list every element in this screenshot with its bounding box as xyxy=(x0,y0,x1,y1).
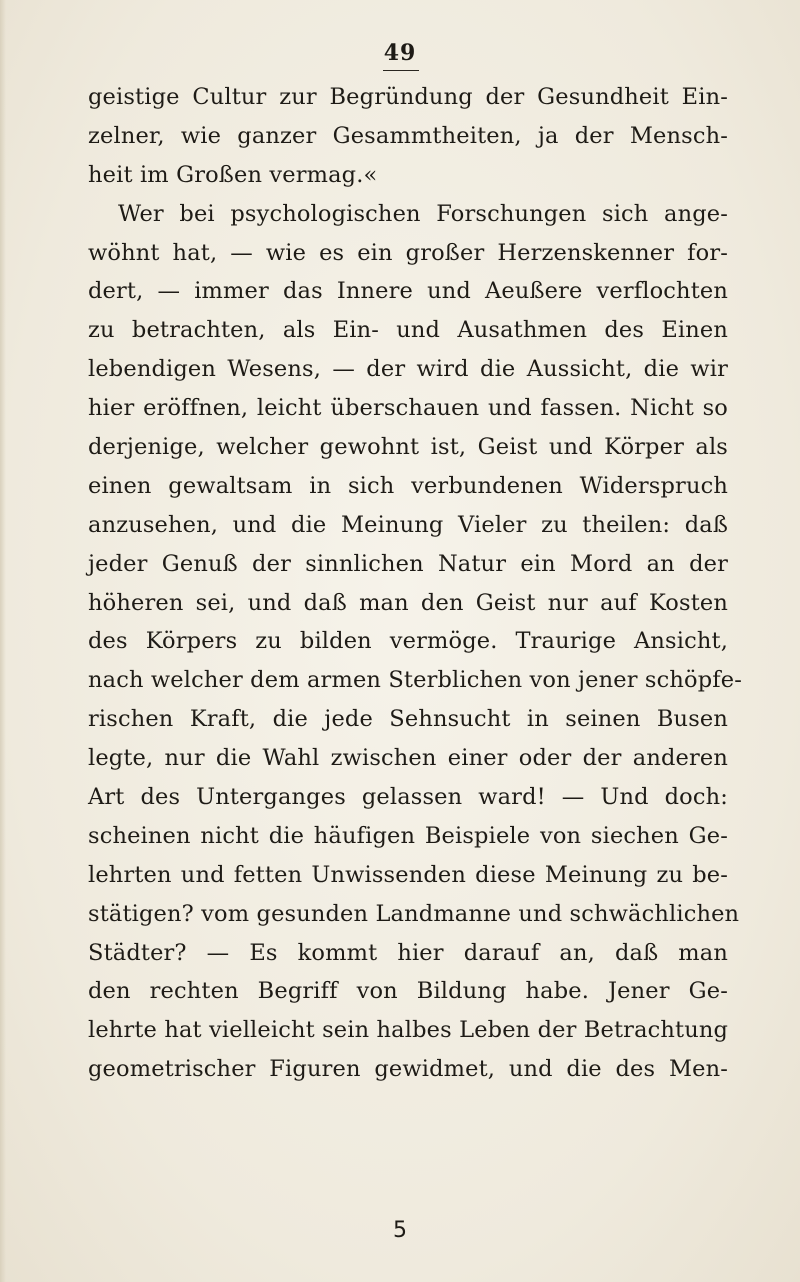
text-line: legte, nur die Wahl zwischen einer oder der anderen xyxy=(88,745,728,772)
text-line: Städter? — Es kommt hier darauf an, daß man xyxy=(88,939,728,966)
text-line: jeder Genuß der sinnlichen Natur ein Mord an der xyxy=(88,550,728,577)
page-gutter-shadow xyxy=(0,0,6,1282)
page-number: 49 xyxy=(383,40,417,66)
text-line: lehrte hat vielleicht sein halbes Leben der Betrachtung xyxy=(88,1017,729,1044)
text-line: lebendigen Wesens, — der wird die Aussicht, die wir xyxy=(88,356,728,383)
text-line: zelner, wie ganzer Gesammtheiten, ja der Mensch- xyxy=(88,122,728,149)
text-line: geometrischer Figuren gewidmet, und die des Men- xyxy=(88,1056,728,1083)
text-line: hier eröffnen, leicht überschauen und fassen. Nicht so xyxy=(88,395,728,422)
body-text xyxy=(88,78,742,1089)
text-line: rischen Kraft, die jede Sehnsucht in seinen Busen xyxy=(88,706,728,733)
text-line: den rechten Begriff von Bildung habe. Jener Ge- xyxy=(88,978,728,1005)
signature-mark: 5 xyxy=(393,1218,407,1243)
text-line: zu betrachten, als Ein- und Ausathmen des Einen xyxy=(88,317,728,344)
text-line: Art des Unterganges gelassen ward! — Und doch: xyxy=(88,784,728,811)
text-line: nach welcher dem armen Sterblichen von jener schöpfe- xyxy=(88,667,742,694)
page-number-underline xyxy=(383,70,419,71)
text-line: stätigen? vom gesunden Landmanne und schwächlichen xyxy=(88,900,740,927)
text-line: anzusehen, und die Meinung Vieler zu theilen: daß xyxy=(88,511,728,538)
text-line: höheren sei, und daß man den Geist nur auf Kosten xyxy=(88,589,728,616)
text-line: heit im Großen vermag.« xyxy=(88,161,378,188)
text-line: derjenige, welcher gewohnt ist, Geist und Körper als xyxy=(88,434,728,461)
text-line: des Körpers zu bilden vermöge. Traurige Ansicht, xyxy=(88,628,728,655)
text-line: dert, — immer das Innere und Aeußere verflochten xyxy=(88,278,728,305)
text-line: einen gewaltsam in sich verbundenen Widerspruch xyxy=(88,472,728,499)
text-line: Wer bei psychologischen Forschungen sich ange- xyxy=(118,200,728,227)
text-line: wöhnt hat, — wie es ein großer Herzenskenner for- xyxy=(88,239,728,266)
text-line: geistige Cultur zur Begründung der Gesundheit Ein- xyxy=(88,84,728,110)
text-line: scheinen nicht die häufigen Beispiele von siechen Ge- xyxy=(88,822,728,849)
text-line: lehrten und fetten Unwissenden diese Meinung zu be- xyxy=(88,861,728,888)
